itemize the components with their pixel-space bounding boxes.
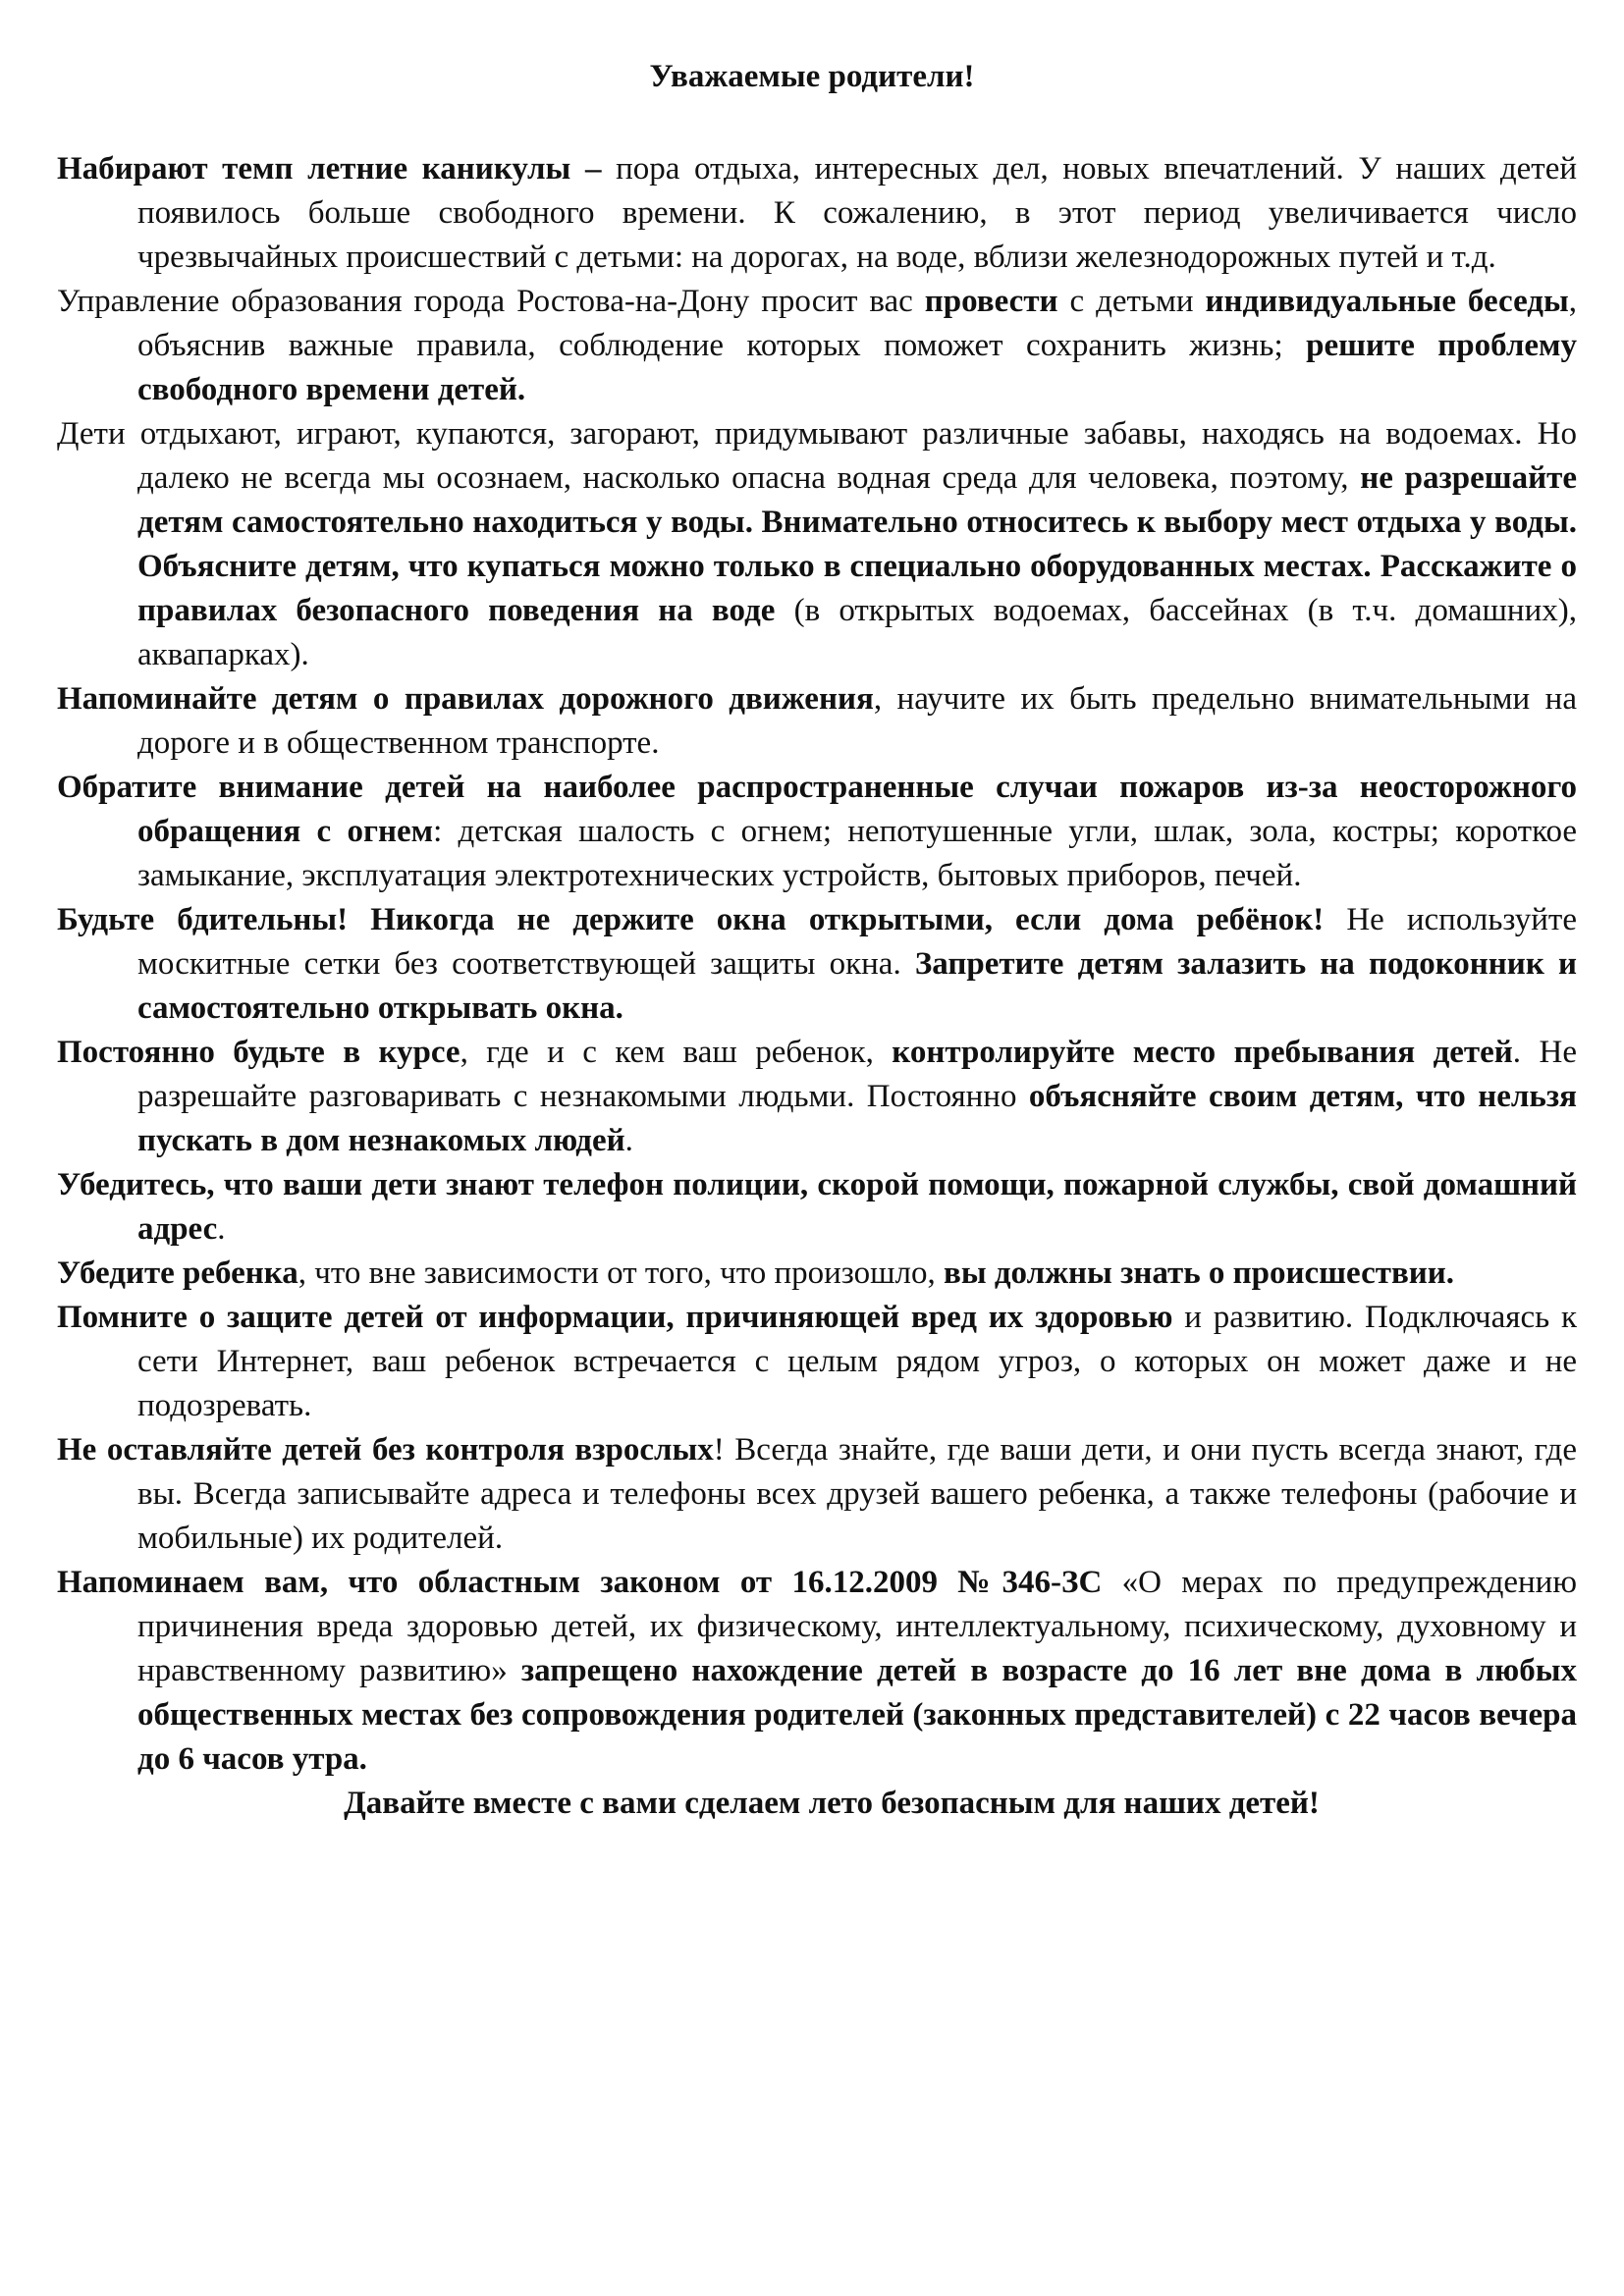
text-run: : детская шалость с огнем; непотушенные угли, шлак, зола, костры; короткое замыкание, эксплуатация электротехнических устройств, бытовых приборов, печей. (137, 814, 1577, 893)
text-run: . Не разрешайте разговаривать с незнакомыми людьми. Постоянно (137, 1035, 1577, 1114)
bold-text-run: Убедите ребенка (57, 1255, 298, 1291)
paragraph (57, 766, 1577, 898)
text-run: Управление образования города Ростова-на-Дону просит вас (57, 284, 925, 319)
paragraph (57, 1031, 1577, 1163)
text-run: , объяснив важные правила, соблюдение которых поможет сохранить жизнь; (137, 284, 1577, 363)
paragraph (57, 147, 1577, 280)
text-run: , что вне зависимости от того, что произошло, (298, 1255, 944, 1291)
text-run: ! Всегда знайте, где ваши дети, и они пусть всегда знают, где вы. Всегда записывайте адреса и телефоны всех друзей вашего ребенка, а также телефоны (рабочие и мобильные) их родителей. (137, 1432, 1577, 1556)
paragraph (57, 1252, 1577, 1296)
text-run: , научите их быть предельно внимательными на дороге и в общественном транспорте. (137, 681, 1577, 761)
bold-text-run: объясняйте своим детям, что нельзя пускать в дом незнакомых людей (137, 1079, 1577, 1158)
document-body (57, 147, 1577, 1826)
paragraph (57, 898, 1577, 1031)
text-run: , где и с кем ваш ребенок, (460, 1035, 893, 1070)
text-run: Дети отдыхают, играют, купаются, загорают, придумывают различные забавы, находясь на водоемах. Но далеко не всегда мы осознаем, насколько опасна водная среда для человека, поэтому, (57, 416, 1577, 496)
paragraph (57, 1428, 1577, 1561)
bold-text-run: Запретите детям залазить на подоконник и самостоятельно открывать окна. (137, 946, 1577, 1026)
paragraph (57, 412, 1577, 677)
bold-text-run: Обратите внимание детей на наиболее распространенные случаи пожаров из-за неосторожного обращения с огнем (57, 770, 1577, 849)
paragraph (57, 1296, 1577, 1428)
bold-text-run: индивидуальные беседы (1205, 284, 1569, 319)
bold-text-run: не разрешайте детям самостоятельно находиться у воды. Внимательно относитесь к выбору мест отдыха у воды. Объясните детям, что купаться можно только в специально оборудованных местах. Расскажите о правилах безопасного поведения на воде (137, 460, 1577, 628)
bold-text-run: решите проблему свободного времени детей. (137, 328, 1577, 407)
bold-text-run: Не оставляйте детей без контроля взрослых (57, 1432, 714, 1468)
paragraph (57, 280, 1577, 412)
text-run: и развитию. Подключаясь к сети Интернет, ваш ребенок встречается с целым рядом угроз, о которых он может даже и не подозревать. (137, 1300, 1577, 1423)
paragraph (57, 1163, 1577, 1252)
text-run: . (624, 1123, 633, 1158)
paragraph (57, 677, 1577, 766)
bold-text-run: Набирают темп летние каникулы – (57, 151, 617, 187)
text-run: . (217, 1211, 226, 1247)
text-run: «О мерах по предупреждению причинения вреда здоровью детей, их физическому, интеллектуальному, психическому, духовному и нравственному развитию» (137, 1565, 1577, 1688)
paragraph-list (57, 147, 1577, 1782)
bold-text-run: Убедитесь, что ваши дети знают телефон полиции, скорой помощи, пожарной службы, свой домашний адрес (57, 1167, 1577, 1247)
bold-text-run: Напоминайте детям о правилах дорожного движения (57, 681, 874, 717)
document-title: Уважаемые родители! (649, 59, 975, 94)
paragraph (57, 1561, 1577, 1782)
bold-text-run: провести (924, 284, 1058, 319)
bold-text-run: Будьте бдительны! Никогда не держите окна открытыми, если дома ребёнок! (57, 902, 1325, 937)
bold-text-run: запрещено нахождение детей в возрасте до 16 лет вне дома в любых общественных местах без сопровождения родителей (законных представителей) с 22 часов вечера до 6 часов утра. (137, 1653, 1577, 1777)
closing-line: Давайте вместе с вами сделаем лето безопасным для наших детей! (344, 1786, 1320, 1821)
bold-text-run: Постоянно будьте в курсе (57, 1035, 460, 1070)
text-run: пора отдыха, интересных дел, новых впечатлений. У наших детей появилось больше свободного времени. К сожалению, в этот период увеличивается число чрезвычайных происшествий с детьми: на дорогах, на воде, вблизи железнодорожных путей и т.д. (137, 151, 1578, 275)
text-run: Не используйте москитные сетки без соответствующей защиты окна. (137, 902, 1577, 982)
bold-text-run: Помните о защите детей от информации, причиняющей вред их здоровью (57, 1300, 1173, 1335)
text-run: с детьми (1057, 284, 1206, 319)
bold-text-run: контролируйте место пребывания детей (892, 1035, 1513, 1070)
text-run: (в открытых водоемах, бассейнах (в т.ч. домашних), аквапарках). (137, 593, 1577, 672)
bold-text-run: Напоминаем вам, что областным законом от 16.12.2009 №346-ЗС (57, 1565, 1103, 1600)
bold-text-run: вы должны знать о происшествии. (944, 1255, 1455, 1291)
